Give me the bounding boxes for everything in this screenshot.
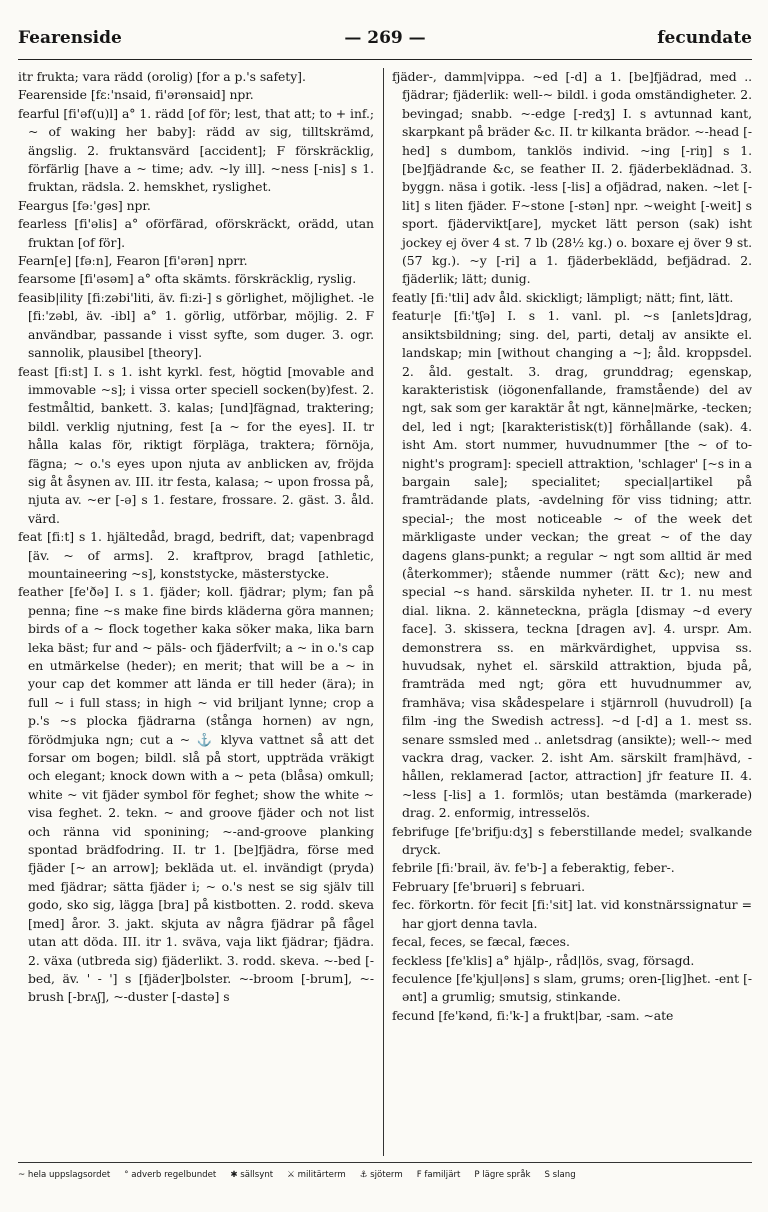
page-number: — 269 — bbox=[344, 28, 426, 48]
header-last-word: fecundate bbox=[657, 28, 752, 48]
entry-fearless: fearless [fi'əlis] a° oförfärad, oförskräckt, orädd, utan fruktan [of för]. bbox=[18, 216, 374, 250]
legend-rare: ✱ sällsynt bbox=[230, 1170, 274, 1180]
entry-febrifuge: febrifuge [fe'brifjuːdʒ] s feberstillande medel; svalkande dryck. bbox=[392, 823, 752, 858]
footer-rule bbox=[18, 1162, 752, 1163]
entry-fearn: Fearn[e] [fəːn], Fearon [fi'ərən] nprr. bbox=[18, 253, 248, 269]
right-column bbox=[392, 68, 752, 1156]
entry-fecund: fecund [fe'kənd, fiː'k-] a frukt|bar, -sam. ~ate bbox=[392, 1007, 674, 1023]
entry-feather: feather [fe'ðə] I. s 1. fjäder; koll. fjädrar; plym; fan på penna; fine ~s make fine birds kläderna göra mannen; birds of a ~ flock together kaka söker maka, lika barn leka bäst; fur and ~ päls- och fjäderfvilt; a ~ in o.'s cap en utmärkelse (heder); en merit; that will be a ~ in your cap det kommer att lända er till heder (ära); in full ~ i full stass; in high ~ vid briljant lynne; crop a p.'s ~s plocka fjädrarna (stånga hornen) av ngn, förödmjuka ngn; cut a ~ ⚓ klyva vattnet så att det forsar om bogen; bildl. slå på stort, uppträda vräkigt och elegant; knock down with a ~ peta (blåsa) omkull; white ~ vit fjäder symbol för feghet; show the white ~ visa feghet. 2. tekn. ~ and groove fjäder och not list och ränna vid sponining; ~-and-groove planking spontad brädfodring. II. tr 1. [be]fjädra, förse med fjäder [~ an arrow]; bekläda ut. el. invändigt (pryda) med fjädrar; sätta fjäder i; ~ o.'s nest se sig själv till godo, sko sig, lägga [bra] på kistbotten. 2. rodd. skeva [med] åror. 3. jakt. skjuta av några fjädrar på fågel utan att döda. III. itr 1. sväva, vaja likt fjädrar; fjädra. 2. växa (utbreda sig) fjäderlikt. 3. rodd. skeva. ~-bed [-bed, äv. ' - '] s [fjäder]bolster. ~-broom [-brum], ~-brush [-brʌʃ], ~-duster [-dastə] s bbox=[18, 584, 374, 1005]
dictionary-page bbox=[18, 28, 752, 1198]
entry-feast: feast [fiːst] I. s 1. isht kyrkl. fest, högtid [movable and immovable ~s]; i vissa orter speciell socken(by)fest. 2. festmåltid, bankett. 3. kalas; [und]fägnad, traktering; bildl. verklig njutning, fest [a ~ for the eyes]. II. tr hålla kalas för, riktigt förpläga, traktera; förnöja, fägna; ~ o.'s eyes upon njuta av anblicken av, fröjda sig åt åsynen av. III. itr festa, kalasa; ~ upon frossa på, njuta av. ~er [-ə] s 1. festare, frossare. 2. gäst. 3. åld. värd. bbox=[18, 363, 374, 526]
header-first-word: Fearenside bbox=[18, 28, 122, 48]
abbreviation-legend bbox=[18, 1170, 752, 1180]
entry-febrile: febrile [fiː'brail, äv. fe'b-] a feberaktig, feber-. bbox=[392, 860, 675, 876]
entry-feat: feat [fiːt] s 1. hjältedåd, bragd, bedrift, dat; vapenbragd [äv. ~ of arms]. 2. kraftprov, bragd [athletic, mountaineering ~s], konststycke, mästerstycke. bbox=[18, 529, 374, 581]
legend-nautical: ⚓ sjöterm bbox=[359, 1170, 403, 1180]
entry-feature: featur|e [fiː'tʃə] I. s 1. vanl. pl. ~s [anlets]drag, ansiktsbildning; sing. del, parti, detalj av ansikte el. landskap; min [without changing a ~]; åld. kroppsdel. 2. åld. gestalt. 3. drag, grunddrag; egenskap, karakteristisk (iögonenfallande, framstående) del av ngt, sak som ger karaktär åt ngt, känne|märke, -tecken; del, led i ngt; [karakteristisk(t)] förhållande (sak). 4. isht Am. stort nummer, huvudnummer [the ~ of to-night's program]: speciell attraktion, 'schlager' [~s in a bargain sale]; specialitet; special|artikel på framträdande plats, -avdelning för viss tidning; attr. special-; the most noticeable ~ of the week det märkligaste under veckan; the great ~ of the day dagens glans-punkt; a regular ~ ngt som alltid är med (återkommer); stående nummer (rätt &c); new and special ~s hand. särskilda nyheter. II. tr 1. nu mest dial. likna. 2. känneteckna, prägla [dismay ~d every face]. 3. skissera, teckna [dragen av]. 4. urspr. Am. demonstrera ss. en märkvärdighet, uppvisa ss. huvudsak, nyhet el. särskild attraktion, bjuda på, framträda med ngt; göra ett huvudnummer av, framhäva; visa skådespelare i stjärnroll (huvudroll) [a film -ing the Swedish actress]. ~d [-d] a 1. mest ss. senare ssmsled med .. anletsdrag (ansikte); well-~ med vackra drag, vacker. 2. isht Am. särskilt fram|hävd, -hållen, reklamerad [actor, attraction] jfr feature II. 4. ~less [-lis] a 1. formlös; utan bestämda (markerade) drag. 2. enformig, intresselös. bbox=[392, 308, 752, 821]
entry-fec: fec. förkortn. för fecit [fiː'sit] lat. vid konstnärssignatur = har gjort denna tavla. bbox=[392, 897, 752, 931]
entry-feasibility: feasib|ility [fiːzəbi'liti, äv. fiːzi-] s görlighet, möjlighet. -le [fiː'zəbl, äv. -ibl] a° 1. görlig, utförbar, möjlig. 2. F användbar, passande i visst syfte, som duger. 3. ogr. sannolik, plausibel [theory]. bbox=[18, 289, 374, 361]
entry-fearenside: Fearenside [fɛː'nsaid, fi'ərənsaid] npr. bbox=[18, 87, 254, 103]
legend-familiar: F familjärt bbox=[416, 1170, 461, 1180]
legend-military: ⚔ militärterm bbox=[287, 1170, 346, 1180]
entry-fecal: fecal, feces, se fæcal, fæces. bbox=[392, 934, 570, 950]
legend-slang: S slang bbox=[544, 1170, 576, 1180]
legend-adverb: ° adverb regelbundet bbox=[124, 1170, 217, 1180]
legend-low-language: P lägre språk bbox=[474, 1170, 531, 1180]
entry-february: February [fe'bruəri] s februari. bbox=[392, 878, 585, 894]
entry-feckless: feckless [fe'klis] a° hjälp-, råd|lös, svag, försagd. bbox=[392, 952, 695, 968]
legend-headword: ~ hela uppslagsordet bbox=[18, 1170, 111, 1180]
entry-feather-cont: fjäder-, damm|vippa. ~ed [-d] a 1. [be]fjädrad, med .. fjädrar; fjäderlik: well-~ bildl. i goda omständigheter. 2. bevingad; snabb. ~-edge [-redʒ] I. s avtunnad kant, skarpkant på bräder &c. II. tr kilkanta brädor. ~-head [-hed] s dumbom, tanklös individ. ~ing [-riŋ] s 1. [be]fjädrande &c, se feather II. 2. fjäderbeklädnad. 3. byggn. näsa i gotik. -less [-lis] a ofjädrad, naken. ~let [-lit] s liten fjäder. F~stone [-stən] npr. ~weight [-weit] s sport. fjädervikt[are], mycket lätt person (sak) isht jockey ej över 4 st. 7 lb (28½ kg.) o. boxare ej över 9 st. (57 kg.). ~y [-ri] a 1. fjäderbeklädd, befjädrad. 2. fjäderlik; lätt; dunig. bbox=[392, 69, 752, 287]
left-column bbox=[18, 68, 374, 1156]
header-rule bbox=[18, 59, 752, 60]
entry-fearful: fearful [fi'əf(u)l] a° 1. rädd [of för; lest, that att; to + inf.; ~ of waking her baby]: rädd av sig, tilltskrämd, ängslig. 2. fruktansvärd [accident]; F förskräcklig, förfärlig [have a ~ time; adv. ~ly ill]. ~ness [-nis] s 1. fruktan, rädsla. 2. hemskhet, ryslighet. bbox=[18, 105, 374, 195]
entry-fear-itr: itr frukta; vara rädd (orolig) [for a p.'s safety]. bbox=[18, 69, 306, 84]
entry-feargus: Feargus [fəː'gəs] npr. bbox=[18, 197, 151, 213]
entry-featly: featly [fiː'tli] adv åld. skickligt; lämpligt; nätt; fint, lätt. bbox=[392, 289, 734, 305]
column-divider bbox=[383, 68, 384, 1156]
page-header bbox=[18, 28, 752, 58]
columns bbox=[18, 68, 752, 1156]
entry-feculence: feculence [fe'kjul|əns] s slam, grums; oren-[lig]het. -ent [-ənt] a grumlig; smutsig, stinkande. bbox=[392, 970, 752, 1005]
entry-fearsome: fearsome [fi'əsəm] a° ofta skämts. förskräcklig, ryslig. bbox=[18, 271, 357, 287]
